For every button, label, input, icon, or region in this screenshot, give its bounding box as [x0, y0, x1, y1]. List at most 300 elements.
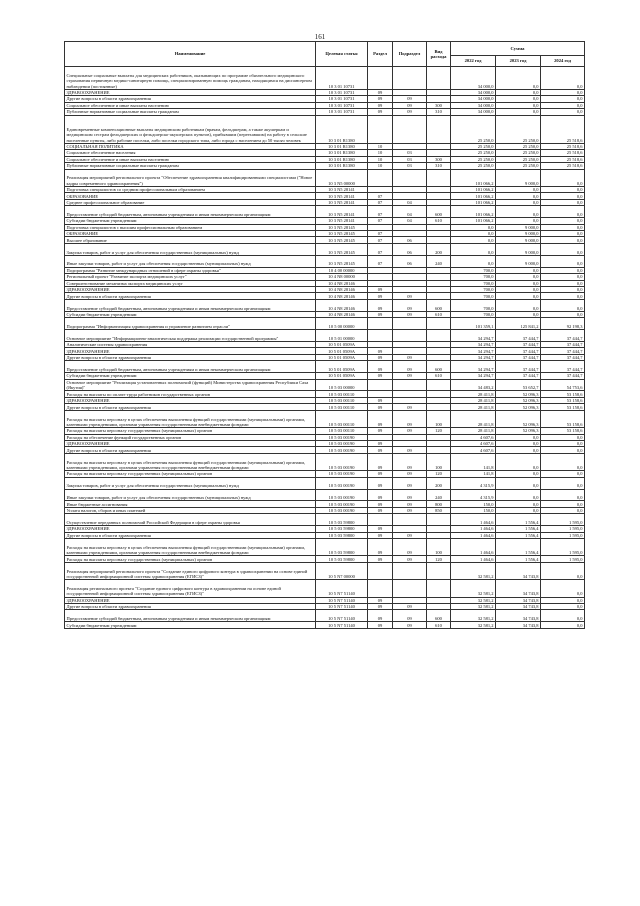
row-sum-2024: 53 158,6 — [541, 391, 585, 397]
row-sum-2024: 0,0 — [541, 489, 585, 501]
table-row — [65, 379, 585, 391]
row-sum-2023: 0,0 — [496, 274, 541, 280]
row-sum-2022: 700,0 — [451, 274, 496, 280]
row-name: Предоставление субсидий бюджетным, автономным учреждениям и иным некоммерческим организациям — [65, 299, 316, 311]
row-sum-2024: 1 595,0 — [541, 526, 585, 532]
row-section: 09 — [368, 89, 393, 95]
row-sum-2022: 700,0 — [451, 311, 496, 317]
row-name: Подпрограмма "Информатизация здравоохранения и управление развитием отрасли" — [65, 318, 316, 330]
row-sum-2022: 101 359,1 — [451, 318, 496, 330]
row-expense-type: 600 — [427, 361, 451, 373]
row-name: ОБРАЗОВАНИЕ — [65, 230, 316, 236]
row-sum-2024: 0,0 — [541, 280, 585, 286]
row-sum-2024: 0,0 — [541, 440, 585, 446]
row-expense-type: 600 — [427, 299, 451, 311]
row-name: Осуществление переданных полномочий Российской Федерации в сфере охраны здоровья — [65, 514, 316, 526]
row-sum-2022: 28 411,8 — [451, 397, 496, 403]
header-subsection: Подраздел — [393, 42, 427, 67]
row-target-article: 10 5 03 00190 — [316, 489, 368, 501]
row-name: Региональный проект "Развитие экспорта медицинских услуг" — [65, 274, 316, 280]
row-section: 09 — [368, 102, 393, 108]
row-target-article: 10 5 03 00000 — [316, 379, 368, 391]
row-sum-2024: 0,0 — [541, 580, 585, 597]
row-name: Субсидии бюджетным учреждениям — [65, 622, 316, 628]
row-sum-2022: 25 250,0 — [451, 150, 496, 156]
row-target-article: 10 3 N5 28145 — [316, 255, 368, 267]
row-subsection: 09 — [393, 556, 427, 562]
row-target-article: 10 3 01 10731 — [316, 67, 368, 90]
row-expense-type: 800 — [427, 501, 451, 507]
row-expense-type: 100 — [427, 410, 451, 427]
row-target-article: 10 5 01 0509A — [316, 373, 368, 379]
header-year-2023: 2023 год — [496, 56, 541, 67]
row-sum-2024: 0,0 — [541, 218, 585, 224]
row-sum-2022: 150,0 — [451, 507, 496, 513]
row-sum-2022: 0,0 — [451, 243, 496, 255]
row-sum-2023: 0,0 — [496, 199, 541, 205]
row-subsection: 03 — [393, 163, 427, 169]
row-sum-2024: 37 444,7 — [541, 348, 585, 354]
row-sum-2022: 1 464,6 — [451, 514, 496, 526]
row-sum-2022: 700,0 — [451, 267, 496, 273]
row-target-article: 10 3 N5 28145 — [316, 243, 368, 255]
header-section: Раздел — [368, 42, 393, 67]
table-row — [65, 243, 585, 255]
row-sum-2022: 34 294,7 — [451, 348, 496, 354]
row-sum-2023: 34 743,8 — [496, 610, 541, 622]
row-sum-2023: 1 556,4 — [496, 526, 541, 532]
row-section: 09 — [368, 109, 393, 115]
row-target-article: 10 3 01 R1380 — [316, 115, 368, 143]
row-sum-2023: 0,0 — [496, 507, 541, 513]
row-subsection: 09 — [393, 102, 427, 108]
row-sum-2023: 0,0 — [496, 453, 541, 470]
row-sum-2024: 92 198,3 — [541, 318, 585, 330]
row-sum-2024: 25 518,6 — [541, 163, 585, 169]
row-section: 09 — [368, 311, 393, 317]
row-target-article: 10 5 00 00000 — [316, 318, 368, 330]
row-sum-2024: 37 444,7 — [541, 330, 585, 342]
table-row — [65, 115, 585, 143]
row-sum-2022: 34 000,0 — [451, 89, 496, 95]
row-sum-2022: 700,0 — [451, 286, 496, 292]
header-expense-type: Вид расхода — [427, 42, 451, 67]
row-sum-2024: 0,0 — [541, 471, 585, 477]
row-target-article: 10 3 01 10731 — [316, 109, 368, 115]
row-sum-2023: 0,0 — [496, 102, 541, 108]
row-section: 09 — [368, 507, 393, 513]
row-sum-2022: 700,0 — [451, 280, 496, 286]
row-name: Другие вопросы в области здравоохранения — [65, 404, 316, 410]
row-name: Расходы на выплаты персоналу государственных (муниципальных) органов — [65, 556, 316, 562]
row-name: Публичные нормативные социальные выплаты гражданам — [65, 109, 316, 115]
row-sum-2023: 0,0 — [496, 477, 541, 489]
row-sum-2022: 34 294,7 — [451, 373, 496, 379]
row-name: Социальное обеспечение населения — [65, 150, 316, 156]
row-sum-2024: 0,0 — [541, 293, 585, 299]
row-sum-2022: 4 315,9 — [451, 477, 496, 489]
row-sum-2024: 53 158,6 — [541, 404, 585, 410]
row-sum-2022: 101 066,2 — [451, 193, 496, 199]
row-sum-2023: 52 096,3 — [496, 428, 541, 434]
row-target-article: 10 4 N8 28146 — [316, 299, 368, 311]
row-subsection: 04 — [393, 218, 427, 224]
row-sum-2024: 0,0 — [541, 311, 585, 317]
row-name: Иные закупки товаров, работ и услуг для обеспечения государственных (муниципальных) нужд — [65, 255, 316, 267]
row-section — [368, 318, 393, 330]
row-name: Подготовка специалистов с высшим профессиональным образованием — [65, 224, 316, 230]
row-sum-2024: 0,0 — [541, 224, 585, 230]
row-sum-2023: 0,0 — [496, 89, 541, 95]
row-section — [368, 562, 393, 579]
row-sum-2024: 1 595,0 — [541, 556, 585, 562]
row-sum-2022: 101 066,2 — [451, 169, 496, 186]
row-expense-type — [427, 67, 451, 90]
row-sum-2023: 9 000,0 — [496, 243, 541, 255]
row-sum-2024: 0,0 — [541, 89, 585, 95]
row-subsection: 09 — [393, 109, 427, 115]
row-sum-2023: 37 444,7 — [496, 348, 541, 354]
row-target-article: 10 4 N8 28146 — [316, 293, 368, 299]
row-sum-2023: 0,0 — [496, 206, 541, 218]
row-sum-2023: 0,0 — [496, 218, 541, 224]
row-subsection: 09 — [393, 293, 427, 299]
row-target-article: 10 5 03 00110 — [316, 410, 368, 427]
row-target-article: 10 5 01 0509A — [316, 354, 368, 360]
row-name: ОБРАЗОВАНИЕ — [65, 193, 316, 199]
row-target-article: 10 3 N5 28145 — [316, 237, 368, 243]
row-sum-2024: 0,0 — [541, 453, 585, 470]
row-sum-2023: 9 000,0 — [496, 237, 541, 243]
row-name: Закупка товаров, работ и услуг для обеспечения государственных (муниципальных) нужд — [65, 243, 316, 255]
row-target-article: 10 3 01 R1380 — [316, 143, 368, 149]
table-row — [65, 539, 585, 556]
row-sum-2024: 0,0 — [541, 610, 585, 622]
row-target-article: 10 5 03 00190 — [316, 440, 368, 446]
row-sum-2023: 0,0 — [496, 267, 541, 273]
row-target-article: 10 3 01 R1380 — [316, 150, 368, 156]
row-name: Социальное обеспечение и иные выплаты населению — [65, 156, 316, 162]
row-section: 09 — [368, 539, 393, 556]
row-target-article: 10 5 03 59800 — [316, 514, 368, 526]
row-name: Расходы на выплаты персоналу государственных (муниципальных) органов — [65, 471, 316, 477]
row-expense-type: 610 — [427, 311, 451, 317]
row-target-article: 10 5 03 59800 — [316, 532, 368, 538]
row-sum-2023: 34 743,8 — [496, 597, 541, 603]
row-sum-2023: 25 250,0 — [496, 163, 541, 169]
row-subsection: 09 — [393, 489, 427, 501]
row-section: 07 — [368, 193, 393, 199]
row-sum-2023: 0,0 — [496, 489, 541, 501]
row-sum-2022: 0,0 — [451, 224, 496, 230]
row-sum-2022: 32 581,2 — [451, 580, 496, 597]
row-section: 07 — [368, 230, 393, 236]
row-sum-2023: 1 556,4 — [496, 539, 541, 556]
row-name: Основное мероприятие "Информационно-аналитическая поддержка реализации государственной программы" — [65, 330, 316, 342]
row-sum-2022: 101 066,2 — [451, 206, 496, 218]
row-sum-2022: 700,0 — [451, 299, 496, 311]
row-sum-2023: 53 652,7 — [496, 379, 541, 391]
row-name: ЗДРАВООХРАНЕНИЕ — [65, 348, 316, 354]
row-name: Специальные социальные выплаты для медицинских работников, оказывающих по программе обязательного медицинского страхования первичную медико-санитарную помощь, специализированную помощь гражданам, находящимся на диспансерном наблюдении (постоянные) — [65, 67, 316, 90]
row-sum-2023: 0,0 — [496, 293, 541, 299]
row-name: ЗДРАВООХРАНЕНИЕ — [65, 526, 316, 532]
row-name: ЗДРАВООХРАНЕНИЕ — [65, 397, 316, 403]
row-section: 09 — [368, 556, 393, 562]
row-section: 09 — [368, 293, 393, 299]
row-subsection: 09 — [393, 361, 427, 373]
row-sum-2024: 25 518,6 — [541, 115, 585, 143]
row-sum-2024: 37 444,7 — [541, 373, 585, 379]
row-target-article: 10 3 N5 28141 — [316, 218, 368, 224]
row-name: Совершенствование механизма экспорта медицинских услуг — [65, 280, 316, 286]
row-name: Среднее профессиональное образование — [65, 199, 316, 205]
row-sum-2022: 0,0 — [451, 255, 496, 267]
row-target-article: 10 3 01 10731 — [316, 96, 368, 102]
row-sum-2024: 1 595,0 — [541, 539, 585, 556]
row-sum-2023: 37 444,7 — [496, 361, 541, 373]
row-subsection: 09 — [393, 447, 427, 453]
row-sum-2022: 32 581,2 — [451, 610, 496, 622]
row-sum-2023: 9 000,0 — [496, 224, 541, 230]
row-sum-2023: 52 096,3 — [496, 404, 541, 410]
table-row — [65, 580, 585, 597]
row-expense-type: 120 — [427, 471, 451, 477]
row-sum-2022: 101 066,2 — [451, 218, 496, 224]
row-section: 09 — [368, 597, 393, 603]
header-name: Наименование — [65, 42, 316, 67]
row-sum-2022: 32 581,2 — [451, 597, 496, 603]
table-row — [65, 410, 585, 427]
row-sum-2022: 34 294,7 — [451, 341, 496, 347]
row-sum-2024: 0,0 — [541, 255, 585, 267]
row-section: 07 — [368, 199, 393, 205]
row-name: ЗДРАВООХРАНЕНИЕ — [65, 89, 316, 95]
row-sum-2024: 0,0 — [541, 603, 585, 609]
row-section — [368, 330, 393, 342]
row-name: Расходы на выплаты персоналу в целях обеспечения выполнения функций государственными (муниципальными) органами, казенными учреждениями, органами управления государственными внебюджетными фондами — [65, 453, 316, 470]
row-target-article: 10 3 01 R1380 — [316, 163, 368, 169]
row-sum-2022: 101 066,2 — [451, 186, 496, 192]
row-target-article: 10 3 N5 00000 — [316, 169, 368, 186]
row-sum-2024: 53 158,6 — [541, 410, 585, 427]
table-row — [65, 318, 585, 330]
row-expense-type: 610 — [427, 622, 451, 628]
row-section: 09 — [368, 428, 393, 434]
row-name: Другие вопросы в области здравоохранения — [65, 447, 316, 453]
row-subsection: 09 — [393, 453, 427, 470]
row-sum-2023: 0,0 — [496, 501, 541, 507]
row-section — [368, 67, 393, 90]
row-name: Публичные нормативные социальные выплаты гражданам — [65, 163, 316, 169]
row-sum-2023: 1 556,4 — [496, 556, 541, 562]
row-expense-type — [427, 330, 451, 342]
row-section: 09 — [368, 526, 393, 532]
row-sum-2024: 0,0 — [541, 267, 585, 273]
row-target-article: 10 5 01 00000 — [316, 330, 368, 342]
row-subsection — [393, 169, 427, 186]
row-name: Расходы на выплаты персоналу в целях обеспечения выполнения функций государственными (муниципальными) органами, казенными учреждениями, органами управления государственными внебюджетными фондами — [65, 539, 316, 556]
row-subsection: 09 — [393, 428, 427, 434]
row-section: 09 — [368, 373, 393, 379]
row-sum-2023: 0,0 — [496, 67, 541, 90]
row-target-article: 10 5 03 00110 — [316, 404, 368, 410]
table-row — [65, 67, 585, 90]
row-name: Предоставление субсидий бюджетным, автономным учреждениям и иным некоммерческим организациям — [65, 610, 316, 622]
row-target-article: 10 3 01 10731 — [316, 102, 368, 108]
row-expense-type — [427, 115, 451, 143]
page-number: 161 — [314, 33, 326, 41]
table-row — [65, 477, 585, 489]
table-row — [65, 514, 585, 526]
row-expense-type: 610 — [427, 373, 451, 379]
row-name: Иные бюджетные ассигнования — [65, 501, 316, 507]
row-target-article: 10 5 03 00190 — [316, 447, 368, 453]
row-sum-2024: 0,0 — [541, 193, 585, 199]
row-sum-2023: 0,0 — [496, 299, 541, 311]
row-expense-type: 240 — [427, 255, 451, 267]
row-subsection — [393, 514, 427, 526]
row-sum-2023: 9 000,0 — [496, 169, 541, 186]
row-section: 07 — [368, 243, 393, 255]
row-sum-2023: 0,0 — [496, 286, 541, 292]
row-name: Единовременные компенсационные выплаты медицинским работникам (врачам, фельдшерам, а также акушеркам и медицинским сестрам фельдшерских и фельдшерско-акушерских пунктов), прибывшим (переехавшим) на работу в сельские населенные пункты, либо рабочие поселки, либо поселки городского типа, либо города с населением до 50 тысяч человек — [65, 115, 316, 143]
row-section: 09 — [368, 299, 393, 311]
row-sum-2022: 0,0 — [451, 230, 496, 236]
row-expense-type: 600 — [427, 206, 451, 218]
row-sum-2023: 0,0 — [496, 447, 541, 453]
row-subsection: 09 — [393, 404, 427, 410]
row-target-article: 10 4 N8 28146 — [316, 311, 368, 317]
row-sum-2024: 1 595,0 — [541, 532, 585, 538]
row-sum-2023: 25 250,0 — [496, 143, 541, 149]
row-target-article: 10 3 N5 28141 — [316, 186, 368, 192]
row-sum-2022: 1 464,6 — [451, 532, 496, 538]
row-section: 09 — [368, 440, 393, 446]
row-sum-2023: 0,0 — [496, 471, 541, 477]
header-sum: Сумма — [451, 42, 585, 56]
row-sum-2023: 25 250,0 — [496, 156, 541, 162]
row-name: Другие вопросы в области здравоохранения — [65, 96, 316, 102]
row-sum-2024: 0,0 — [541, 299, 585, 311]
row-name: Аналитические системы здравоохранения — [65, 341, 316, 347]
row-subsection: 09 — [393, 471, 427, 477]
row-name: ЗДРАВООХРАНЕНИЕ — [65, 440, 316, 446]
row-subsection: 04 — [393, 206, 427, 218]
table-row — [65, 206, 585, 218]
row-subsection: 09 — [393, 532, 427, 538]
row-sum-2024: 0,0 — [541, 622, 585, 628]
row-sum-2024: 0,0 — [541, 274, 585, 280]
row-sum-2022: 4 607,6 — [451, 440, 496, 446]
row-section: 09 — [368, 471, 393, 477]
row-expense-type: 610 — [427, 218, 451, 224]
row-section: 09 — [368, 96, 393, 102]
row-section: 09 — [368, 404, 393, 410]
row-expense-type — [427, 318, 451, 330]
row-target-article: 10 4 N8 28146 — [316, 280, 368, 286]
row-target-article: 10 5 03 00190 — [316, 453, 368, 470]
row-expense-type: 200 — [427, 477, 451, 489]
row-name: Субсидии бюджетным учреждениям — [65, 218, 316, 224]
row-target-article: 10 3 N5 28145 — [316, 230, 368, 236]
row-sum-2023: 0,0 — [496, 434, 541, 440]
row-expense-type: 240 — [427, 489, 451, 501]
row-section: 10 — [368, 150, 393, 156]
row-section: 07 — [368, 237, 393, 243]
row-subsection: 09 — [393, 299, 427, 311]
row-name: Предоставление субсидий бюджетным, автономным учреждениям и иным некоммерческим организациям — [65, 361, 316, 373]
row-subsection — [393, 318, 427, 330]
row-sum-2022: 25 250,0 — [451, 115, 496, 143]
row-sum-2023: 37 444,7 — [496, 373, 541, 379]
row-expense-type — [427, 514, 451, 526]
row-name: Иные закупки товаров, работ и услуг для обеспечения государственных (муниципальных) нужд — [65, 489, 316, 501]
row-sum-2024: 0,0 — [541, 67, 585, 90]
row-name: Высшее образование — [65, 237, 316, 243]
row-target-article: 10 5 N7 00000 — [316, 562, 368, 579]
row-sum-2022: 34 000,0 — [451, 96, 496, 102]
row-sum-2024: 25 518,6 — [541, 156, 585, 162]
row-target-article: 10 3 N5 28141 — [316, 193, 368, 199]
row-sum-2022: 34 000,0 — [451, 67, 496, 90]
row-section: 07 — [368, 206, 393, 218]
row-sum-2022: 25 250,0 — [451, 143, 496, 149]
row-sum-2022: 25 250,0 — [451, 163, 496, 169]
row-section: 09 — [368, 361, 393, 373]
header-year-2022: 2022 год — [451, 56, 496, 67]
row-expense-type: 100 — [427, 453, 451, 470]
row-target-article: 10 5 03 00190 — [316, 434, 368, 440]
row-target-article: 10 4 N8 28146 — [316, 286, 368, 292]
row-sum-2022: 1 464,6 — [451, 556, 496, 562]
row-name: Расходы на обеспечение функций государственных органов — [65, 434, 316, 440]
row-sum-2023: 37 444,7 — [496, 341, 541, 347]
row-sum-2022: 28 411,8 — [451, 391, 496, 397]
row-name: Расходы на выплаты персоналу в целях обеспечения выполнения функций государственными (муниципальными) органами, казенными учреждениями, органами управления государственными внебюджетными фондами — [65, 410, 316, 427]
row-sum-2024: 0,0 — [541, 501, 585, 507]
row-target-article: 10 5 03 00110 — [316, 397, 368, 403]
row-sum-2022: 28 411,8 — [451, 404, 496, 410]
row-section — [368, 514, 393, 526]
row-target-article: 10 5 03 59800 — [316, 526, 368, 532]
row-sum-2024: 0,0 — [541, 286, 585, 292]
row-expense-type: 310 — [427, 109, 451, 115]
row-subsection: 09 — [393, 622, 427, 628]
row-name: Социальное обеспечение и иные выплаты населению — [65, 102, 316, 108]
row-section: 09 — [368, 447, 393, 453]
row-sum-2023: 9 000,0 — [496, 230, 541, 236]
row-name: Предоставление субсидий бюджетным, автономным учреждениям и иным некоммерческим организациям — [65, 206, 316, 218]
row-target-article: 10 5 N7 51140 — [316, 597, 368, 603]
row-sum-2024: 0,0 — [541, 186, 585, 192]
row-name: Другие вопросы в области здравоохранения — [65, 532, 316, 538]
row-subsection: 09 — [393, 354, 427, 360]
row-sum-2023: 0,0 — [496, 440, 541, 446]
row-target-article: 10 5 01 0509A — [316, 348, 368, 354]
row-section — [368, 580, 393, 597]
row-sum-2024: 0,0 — [541, 477, 585, 489]
row-subsection — [393, 580, 427, 597]
row-sum-2022: 1 464,6 — [451, 526, 496, 532]
table-row — [65, 453, 585, 470]
row-subsection: 09 — [393, 539, 427, 556]
row-section — [368, 379, 393, 391]
row-sum-2024: 0,0 — [541, 507, 585, 513]
row-sum-2022: 32 581,2 — [451, 603, 496, 609]
row-name: Расходы на выплаты персоналу государственных (муниципальных) органов — [65, 428, 316, 434]
row-sum-2024: 53 158,6 — [541, 397, 585, 403]
